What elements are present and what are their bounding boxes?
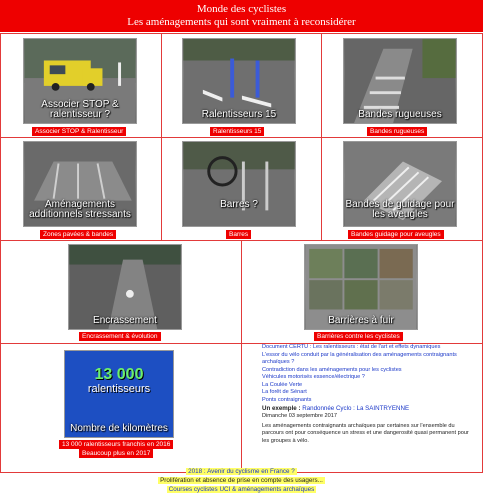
tile-overlay-text: Bandes de guidage pour les aveugles: [345, 199, 455, 220]
tile-bandes-guidage[interactable]: [343, 141, 457, 227]
tile-zones-pavees[interactable]: [23, 141, 137, 227]
tile-caption[interactable]: Associer STOP & Ralentisseur: [32, 127, 126, 136]
link-saintryenne[interactable]: Randonnée Cyclo : La SAINTRYENNE: [302, 405, 410, 412]
tile-encrassement[interactable]: [68, 244, 182, 330]
footer-proliferation[interactable]: Prolifération et absence de prise en compte des usagers...: [160, 477, 323, 484]
tile-stop-ralentisseur[interactable]: [23, 38, 137, 124]
related-links: [262, 344, 477, 445]
counter-label: ralentisseurs: [87, 383, 151, 395]
tile-caption[interactable]: Bandes rugueuses: [367, 127, 427, 136]
link-essor-velo[interactable]: L'essor du vélo conduit par la généralisation des aménagements contraignants archaïques ?: [262, 351, 457, 365]
tile-bandes-rugueuses[interactable]: [343, 38, 457, 124]
footer-link-avenir[interactable]: 2018 : Avenir du cyclisme en France ?: [188, 468, 295, 475]
tile-nombre-kilometres[interactable]: [64, 350, 174, 438]
tile-overlay-text: Ralentisseurs 15: [201, 109, 277, 120]
tile-barres[interactable]: [182, 141, 296, 227]
tile-overlay-text: Barres ?: [220, 199, 258, 210]
link-ponts[interactable]: Ponts contraignants: [262, 396, 312, 403]
page-subtitle: Les aménagements qui sont vraiment à reconsidérer: [127, 16, 356, 28]
tile-overlay-text: Encrassement: [93, 315, 157, 326]
tile-caption[interactable]: Ralentisseurs 15: [210, 127, 264, 136]
link-certu[interactable]: Document CERTU : Les ralentisseurs : état de l'art et effets dynamiques: [262, 344, 441, 350]
tile-caption[interactable]: 13 000 ralentisseurs franchis en 2016: [59, 440, 173, 449]
footer: [0, 467, 483, 494]
link-vehicules[interactable]: Véhicules motorisés essence/électrique ?: [262, 374, 365, 380]
tile-overlay-text: Aménagements additionnels stressants: [29, 199, 131, 220]
bars-photo: [183, 142, 295, 226]
counter-number: 13 000: [94, 366, 144, 383]
example-text: Les aménagements contraignants archaïques par certaines sur l'ensemble du parcours ont pour conséquence un stress et une dangerosité quasi permanent pour les groupes à vélo.: [262, 422, 469, 444]
example-line: [262, 404, 477, 413]
tile-overlay-text: Barrières à fuir: [328, 315, 394, 326]
tile-caption[interactable]: Barrières contre les cyclistes: [314, 332, 403, 341]
tile-caption[interactable]: Bandes guidage pour aveugles: [348, 230, 444, 239]
example-date: Dimanche 03 septembre 2017: [262, 413, 337, 419]
tile-overlay-text: Associer STOP & ralentisseur ?: [41, 99, 119, 120]
tile-caption-secondary[interactable]: Beaucoup plus en 2017: [79, 449, 153, 458]
example-prefix: Un exemple :: [262, 405, 303, 412]
tile-caption[interactable]: Zones pavées & bandes: [40, 230, 116, 239]
footer-link-courses[interactable]: Courses cyclistes UCI & aménagements archaïques: [168, 486, 315, 493]
link-contradiction[interactable]: Contradiction dans les aménagements pour les cyclistes: [262, 366, 402, 373]
page-header: [0, 0, 483, 32]
tile-overlay-text: Bandes rugueuses: [358, 109, 442, 120]
link-coulee-verte[interactable]: La Coulée Verte: [262, 381, 303, 388]
tile-overlay-text: Nombre de kilomètres: [70, 423, 168, 434]
tile-caption[interactable]: Barres: [226, 230, 251, 239]
tile-barrieres[interactable]: [304, 244, 418, 330]
tile-ralentisseurs-15[interactable]: [182, 38, 296, 124]
page-title: Monde des cyclistes: [196, 3, 287, 15]
tile-caption[interactable]: Encrassement & évolution: [79, 332, 161, 341]
link-foret-senart[interactable]: La forêt de Sénart: [262, 389, 307, 395]
